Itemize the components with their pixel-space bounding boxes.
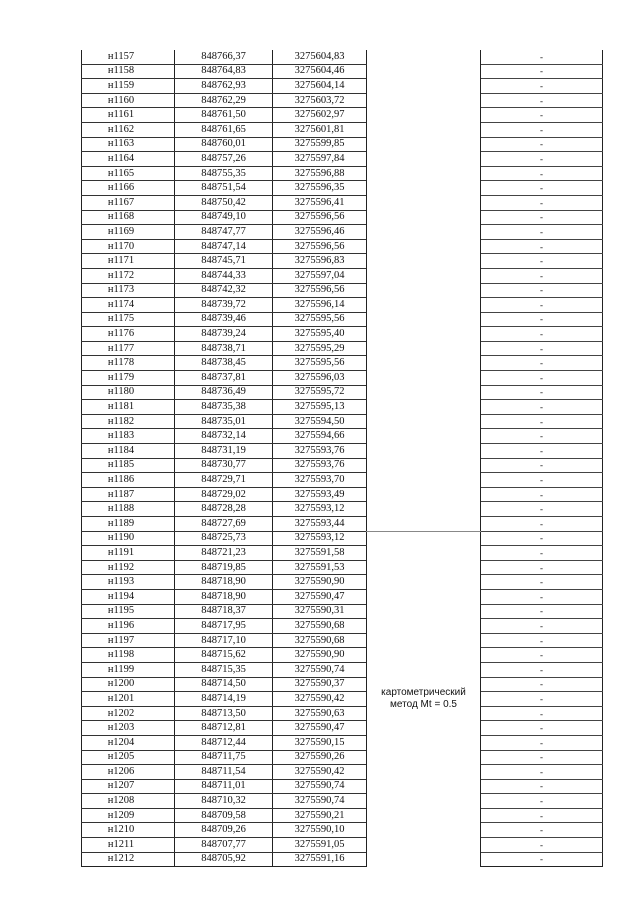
y-coordinate-cell: 3275590,42 [273, 692, 367, 707]
x-coordinate-cell: 848735,38 [175, 400, 273, 415]
note-cell: - [481, 152, 603, 167]
table-row [82, 823, 603, 838]
note-cell: - [481, 721, 603, 736]
x-coordinate-cell: 848750,42 [175, 195, 273, 210]
note-cell: - [481, 50, 603, 64]
table-row [82, 210, 603, 225]
point-id-cell: н1188 [82, 502, 175, 517]
point-id-cell: н1201 [82, 692, 175, 707]
point-id-cell: н1161 [82, 108, 175, 123]
x-coordinate-cell: 848705,92 [175, 852, 273, 867]
y-coordinate-cell: 3275595,13 [273, 400, 367, 415]
x-coordinate-cell: 848729,02 [175, 487, 273, 502]
note-cell: - [481, 225, 603, 240]
point-id-cell: н1182 [82, 414, 175, 429]
point-id-cell: н1197 [82, 633, 175, 648]
x-coordinate-cell: 848747,77 [175, 225, 273, 240]
note-cell: - [481, 735, 603, 750]
note-cell: - [481, 108, 603, 123]
point-id-cell: н1177 [82, 341, 175, 356]
note-cell: - [481, 808, 603, 823]
y-coordinate-cell: 3275602,97 [273, 108, 367, 123]
x-coordinate-cell: 848719,85 [175, 560, 273, 575]
x-coordinate-cell: 848744,33 [175, 268, 273, 283]
y-coordinate-cell: 3275599,85 [273, 137, 367, 152]
table-row [82, 371, 603, 386]
y-coordinate-cell: 3275604,46 [273, 64, 367, 79]
table-row [82, 619, 603, 634]
table-row [82, 765, 603, 780]
x-coordinate-cell: 848715,35 [175, 662, 273, 677]
x-coordinate-cell: 848725,73 [175, 531, 273, 546]
note-cell: - [481, 487, 603, 502]
note-cell: - [481, 779, 603, 794]
x-coordinate-cell: 848749,10 [175, 210, 273, 225]
point-id-cell: н1184 [82, 444, 175, 459]
point-id-cell: н1159 [82, 79, 175, 94]
table-row [82, 225, 603, 240]
note-cell: - [481, 765, 603, 780]
note-cell: - [481, 648, 603, 663]
y-coordinate-cell: 3275590,31 [273, 604, 367, 619]
note-cell: - [481, 604, 603, 619]
point-id-cell: н1178 [82, 356, 175, 371]
note-cell: - [481, 356, 603, 371]
point-id-cell: н1196 [82, 619, 175, 634]
y-coordinate-cell: 3275604,14 [273, 79, 367, 94]
y-coordinate-cell: 3275595,56 [273, 356, 367, 371]
x-coordinate-cell: 848745,71 [175, 254, 273, 269]
x-coordinate-cell: 848709,26 [175, 823, 273, 838]
y-coordinate-cell: 3275603,72 [273, 93, 367, 108]
table-row [82, 385, 603, 400]
point-id-cell: н1164 [82, 152, 175, 167]
y-coordinate-cell: 3275596,88 [273, 166, 367, 181]
point-id-cell: н1172 [82, 268, 175, 283]
point-id-cell: н1169 [82, 225, 175, 240]
x-coordinate-cell: 848766,37 [175, 50, 273, 64]
table-row [82, 692, 603, 707]
y-coordinate-cell: 3275596,41 [273, 195, 367, 210]
note-cell: - [481, 692, 603, 707]
y-coordinate-cell: 3275593,76 [273, 444, 367, 459]
note-cell: - [481, 181, 603, 196]
y-coordinate-cell: 3275591,16 [273, 852, 367, 867]
table-row [82, 64, 603, 79]
table-row [82, 852, 603, 867]
point-id-cell: н1207 [82, 779, 175, 794]
note-cell: - [481, 531, 603, 546]
method-label: картометрический [381, 687, 466, 699]
x-coordinate-cell: 848739,72 [175, 298, 273, 313]
x-coordinate-cell: 848747,14 [175, 239, 273, 254]
note-cell: - [481, 79, 603, 94]
table-row [82, 560, 603, 575]
x-coordinate-cell: 848727,69 [175, 517, 273, 532]
note-cell: - [481, 589, 603, 604]
table-row [82, 531, 603, 546]
y-coordinate-cell: 3275593,12 [273, 531, 367, 546]
x-coordinate-cell: 848760,01 [175, 137, 273, 152]
x-coordinate-cell: 848729,71 [175, 473, 273, 488]
point-id-cell: н1211 [82, 838, 175, 853]
y-coordinate-cell: 3275594,66 [273, 429, 367, 444]
x-coordinate-cell: 848742,32 [175, 283, 273, 298]
table-row [82, 721, 603, 736]
x-coordinate-cell: 848739,46 [175, 312, 273, 327]
table-row [82, 268, 603, 283]
point-id-cell: н1160 [82, 93, 175, 108]
point-id-cell: н1199 [82, 662, 175, 677]
table-row [82, 327, 603, 342]
point-id-cell: н1203 [82, 721, 175, 736]
x-coordinate-cell: 848736,49 [175, 385, 273, 400]
x-coordinate-cell: 848761,65 [175, 122, 273, 137]
table-row [82, 195, 603, 210]
point-id-cell: н1189 [82, 517, 175, 532]
point-id-cell: н1190 [82, 531, 175, 546]
x-coordinate-cell: 848721,23 [175, 546, 273, 561]
x-coordinate-cell: 848762,29 [175, 93, 273, 108]
table-row [82, 444, 603, 459]
y-coordinate-cell: 3275590,90 [273, 648, 367, 663]
x-coordinate-cell: 848711,75 [175, 750, 273, 765]
y-coordinate-cell: 3275597,04 [273, 268, 367, 283]
y-coordinate-cell: 3275590,68 [273, 619, 367, 634]
point-id-cell: н1167 [82, 195, 175, 210]
y-coordinate-cell: 3275595,40 [273, 327, 367, 342]
note-cell: - [481, 706, 603, 721]
y-coordinate-cell: 3275590,10 [273, 823, 367, 838]
y-coordinate-cell: 3275593,12 [273, 502, 367, 517]
y-coordinate-cell: 3275593,44 [273, 517, 367, 532]
table-row [82, 356, 603, 371]
y-coordinate-cell: 3275597,84 [273, 152, 367, 167]
note-cell: - [481, 429, 603, 444]
x-coordinate-cell: 848751,54 [175, 181, 273, 196]
point-id-cell: н1171 [82, 254, 175, 269]
note-cell: - [481, 662, 603, 677]
x-coordinate-cell: 848764,83 [175, 64, 273, 79]
table-row [82, 312, 603, 327]
table-row [82, 122, 603, 137]
note-cell: - [481, 385, 603, 400]
table-row [82, 93, 603, 108]
note-cell: - [481, 502, 603, 517]
y-coordinate-cell: 3275590,21 [273, 808, 367, 823]
table-row [82, 458, 603, 473]
note-cell: - [481, 823, 603, 838]
table-row [82, 283, 603, 298]
x-coordinate-cell: 848738,45 [175, 356, 273, 371]
table-row [82, 181, 603, 196]
note-cell: - [481, 137, 603, 152]
note-cell: - [481, 122, 603, 137]
table-row [82, 589, 603, 604]
table-row [82, 706, 603, 721]
point-id-cell: н1176 [82, 327, 175, 342]
x-coordinate-cell: 848718,90 [175, 589, 273, 604]
note-cell: - [481, 458, 603, 473]
point-id-cell: н1180 [82, 385, 175, 400]
point-id-cell: н1186 [82, 473, 175, 488]
y-coordinate-cell: 3275596,46 [273, 225, 367, 240]
point-id-cell: н1166 [82, 181, 175, 196]
x-coordinate-cell: 848714,19 [175, 692, 273, 707]
y-coordinate-cell: 3275604,83 [273, 50, 367, 64]
x-coordinate-cell: 848710,32 [175, 794, 273, 809]
table-row [82, 677, 603, 692]
point-id-cell: н1212 [82, 852, 175, 867]
x-coordinate-cell: 848707,77 [175, 838, 273, 853]
point-id-cell: н1168 [82, 210, 175, 225]
note-cell: - [481, 400, 603, 415]
y-coordinate-cell: 3275591,58 [273, 546, 367, 561]
point-id-cell: н1157 [82, 50, 175, 64]
y-coordinate-cell: 3275590,15 [273, 735, 367, 750]
note-cell: - [481, 546, 603, 561]
x-coordinate-cell: 848715,62 [175, 648, 273, 663]
table-row [82, 254, 603, 269]
x-coordinate-cell: 848712,44 [175, 735, 273, 750]
table-row [82, 517, 603, 532]
y-coordinate-cell: 3275596,56 [273, 239, 367, 254]
x-coordinate-cell: 848730,77 [175, 458, 273, 473]
x-coordinate-cell: 848762,93 [175, 79, 273, 94]
y-coordinate-cell: 3275594,50 [273, 414, 367, 429]
table-row [82, 633, 603, 648]
table-row [82, 794, 603, 809]
table-row [82, 473, 603, 488]
point-id-cell: н1205 [82, 750, 175, 765]
note-cell: - [481, 750, 603, 765]
y-coordinate-cell: 3275590,63 [273, 706, 367, 721]
point-id-cell: н1206 [82, 765, 175, 780]
note-cell: - [481, 166, 603, 181]
y-coordinate-cell: 3275595,72 [273, 385, 367, 400]
x-coordinate-cell: 848731,19 [175, 444, 273, 459]
note-cell: - [481, 64, 603, 79]
y-coordinate-cell: 3275595,56 [273, 312, 367, 327]
note-cell: - [481, 838, 603, 853]
point-id-cell: н1191 [82, 546, 175, 561]
x-coordinate-cell: 848718,90 [175, 575, 273, 590]
note-cell: - [481, 341, 603, 356]
table-row [82, 341, 603, 356]
y-coordinate-cell: 3275590,47 [273, 721, 367, 736]
note-cell: - [481, 327, 603, 342]
point-id-cell: н1162 [82, 122, 175, 137]
method-cell-empty [367, 50, 481, 531]
note-cell: - [481, 794, 603, 809]
coordinates-sheet [81, 50, 602, 867]
y-coordinate-cell: 3275590,90 [273, 575, 367, 590]
y-coordinate-cell: 3275590,74 [273, 662, 367, 677]
table-row [82, 166, 603, 181]
note-cell: - [481, 268, 603, 283]
point-id-cell: н1208 [82, 794, 175, 809]
table-row [82, 735, 603, 750]
point-id-cell: н1194 [82, 589, 175, 604]
point-id-cell: н1192 [82, 560, 175, 575]
y-coordinate-cell: 3275596,83 [273, 254, 367, 269]
table-row [82, 648, 603, 663]
y-coordinate-cell: 3275590,68 [273, 633, 367, 648]
table-row [82, 838, 603, 853]
y-coordinate-cell: 3275596,03 [273, 371, 367, 386]
table-row [82, 137, 603, 152]
point-id-cell: н1210 [82, 823, 175, 838]
note-cell: - [481, 195, 603, 210]
x-coordinate-cell: 848738,71 [175, 341, 273, 356]
x-coordinate-cell: 848717,95 [175, 619, 273, 634]
point-id-cell: н1198 [82, 648, 175, 663]
table-row [82, 298, 603, 313]
table-row [82, 779, 603, 794]
y-coordinate-cell: 3275591,05 [273, 838, 367, 853]
note-cell: - [481, 852, 603, 867]
point-id-cell: н1174 [82, 298, 175, 313]
x-coordinate-cell: 848713,50 [175, 706, 273, 721]
point-id-cell: н1200 [82, 677, 175, 692]
note-cell: - [481, 283, 603, 298]
point-id-cell: н1193 [82, 575, 175, 590]
point-id-cell: н1183 [82, 429, 175, 444]
x-coordinate-cell: 848711,01 [175, 779, 273, 794]
x-coordinate-cell: 848757,26 [175, 152, 273, 167]
table-row [82, 152, 603, 167]
note-cell: - [481, 677, 603, 692]
point-id-cell: н1170 [82, 239, 175, 254]
table-row [82, 79, 603, 94]
note-cell: - [481, 517, 603, 532]
note-cell: - [481, 414, 603, 429]
x-coordinate-cell: 848737,81 [175, 371, 273, 386]
y-coordinate-cell: 3275590,37 [273, 677, 367, 692]
y-coordinate-cell: 3275601,81 [273, 122, 367, 137]
table-row [82, 575, 603, 590]
note-cell: - [481, 312, 603, 327]
method-cell [367, 531, 481, 867]
point-id-cell: н1185 [82, 458, 175, 473]
note-cell: - [481, 298, 603, 313]
y-coordinate-cell: 3275596,56 [273, 283, 367, 298]
table-row [82, 604, 603, 619]
x-coordinate-cell: 848718,37 [175, 604, 273, 619]
note-cell: - [481, 619, 603, 634]
note-cell: - [481, 254, 603, 269]
note-cell: - [481, 239, 603, 254]
y-coordinate-cell: 3275590,26 [273, 750, 367, 765]
table-row [82, 50, 603, 64]
x-coordinate-cell: 848712,81 [175, 721, 273, 736]
y-coordinate-cell: 3275593,70 [273, 473, 367, 488]
point-id-cell: н1179 [82, 371, 175, 386]
x-coordinate-cell: 848732,14 [175, 429, 273, 444]
point-id-cell: н1209 [82, 808, 175, 823]
y-coordinate-cell: 3275590,42 [273, 765, 367, 780]
x-coordinate-cell: 848711,54 [175, 765, 273, 780]
note-cell: - [481, 575, 603, 590]
table-row [82, 400, 603, 415]
note-cell: - [481, 473, 603, 488]
y-coordinate-cell: 3275593,76 [273, 458, 367, 473]
y-coordinate-cell: 3275596,35 [273, 181, 367, 196]
x-coordinate-cell: 848728,28 [175, 502, 273, 517]
note-cell: - [481, 93, 603, 108]
table-row [82, 808, 603, 823]
table-row [82, 502, 603, 517]
table-row [82, 750, 603, 765]
note-cell: - [481, 210, 603, 225]
point-id-cell: н1181 [82, 400, 175, 415]
table-row [82, 239, 603, 254]
note-cell: - [481, 633, 603, 648]
point-id-cell: н1175 [82, 312, 175, 327]
table-row [82, 662, 603, 677]
note-cell: - [481, 560, 603, 575]
point-id-cell: н1195 [82, 604, 175, 619]
point-id-cell: н1173 [82, 283, 175, 298]
coordinates-table-body [82, 50, 603, 867]
point-id-cell: н1204 [82, 735, 175, 750]
table-row [82, 546, 603, 561]
x-coordinate-cell: 848709,58 [175, 808, 273, 823]
table-row [82, 487, 603, 502]
note-cell: - [481, 444, 603, 459]
y-coordinate-cell: 3275590,74 [273, 794, 367, 809]
y-coordinate-cell: 3275595,29 [273, 341, 367, 356]
table-row [82, 108, 603, 123]
y-coordinate-cell: 3275590,74 [273, 779, 367, 794]
table-row [82, 429, 603, 444]
x-coordinate-cell: 848755,35 [175, 166, 273, 181]
point-id-cell: н1202 [82, 706, 175, 721]
x-coordinate-cell: 848739,24 [175, 327, 273, 342]
point-id-cell: н1165 [82, 166, 175, 181]
y-coordinate-cell: 3275590,47 [273, 589, 367, 604]
x-coordinate-cell: 848735,01 [175, 414, 273, 429]
y-coordinate-cell: 3275596,56 [273, 210, 367, 225]
table-row [82, 414, 603, 429]
y-coordinate-cell: 3275596,14 [273, 298, 367, 313]
x-coordinate-cell: 848714,50 [175, 677, 273, 692]
y-coordinate-cell: 3275593,49 [273, 487, 367, 502]
point-id-cell: н1163 [82, 137, 175, 152]
point-id-cell: н1187 [82, 487, 175, 502]
accuracy-label: метод Mt = 0.5 [390, 699, 457, 711]
x-coordinate-cell: 848761,50 [175, 108, 273, 123]
point-id-cell: н1158 [82, 64, 175, 79]
x-coordinate-cell: 848717,10 [175, 633, 273, 648]
y-coordinate-cell: 3275591,53 [273, 560, 367, 575]
coordinates-table [81, 50, 603, 867]
note-cell: - [481, 371, 603, 386]
